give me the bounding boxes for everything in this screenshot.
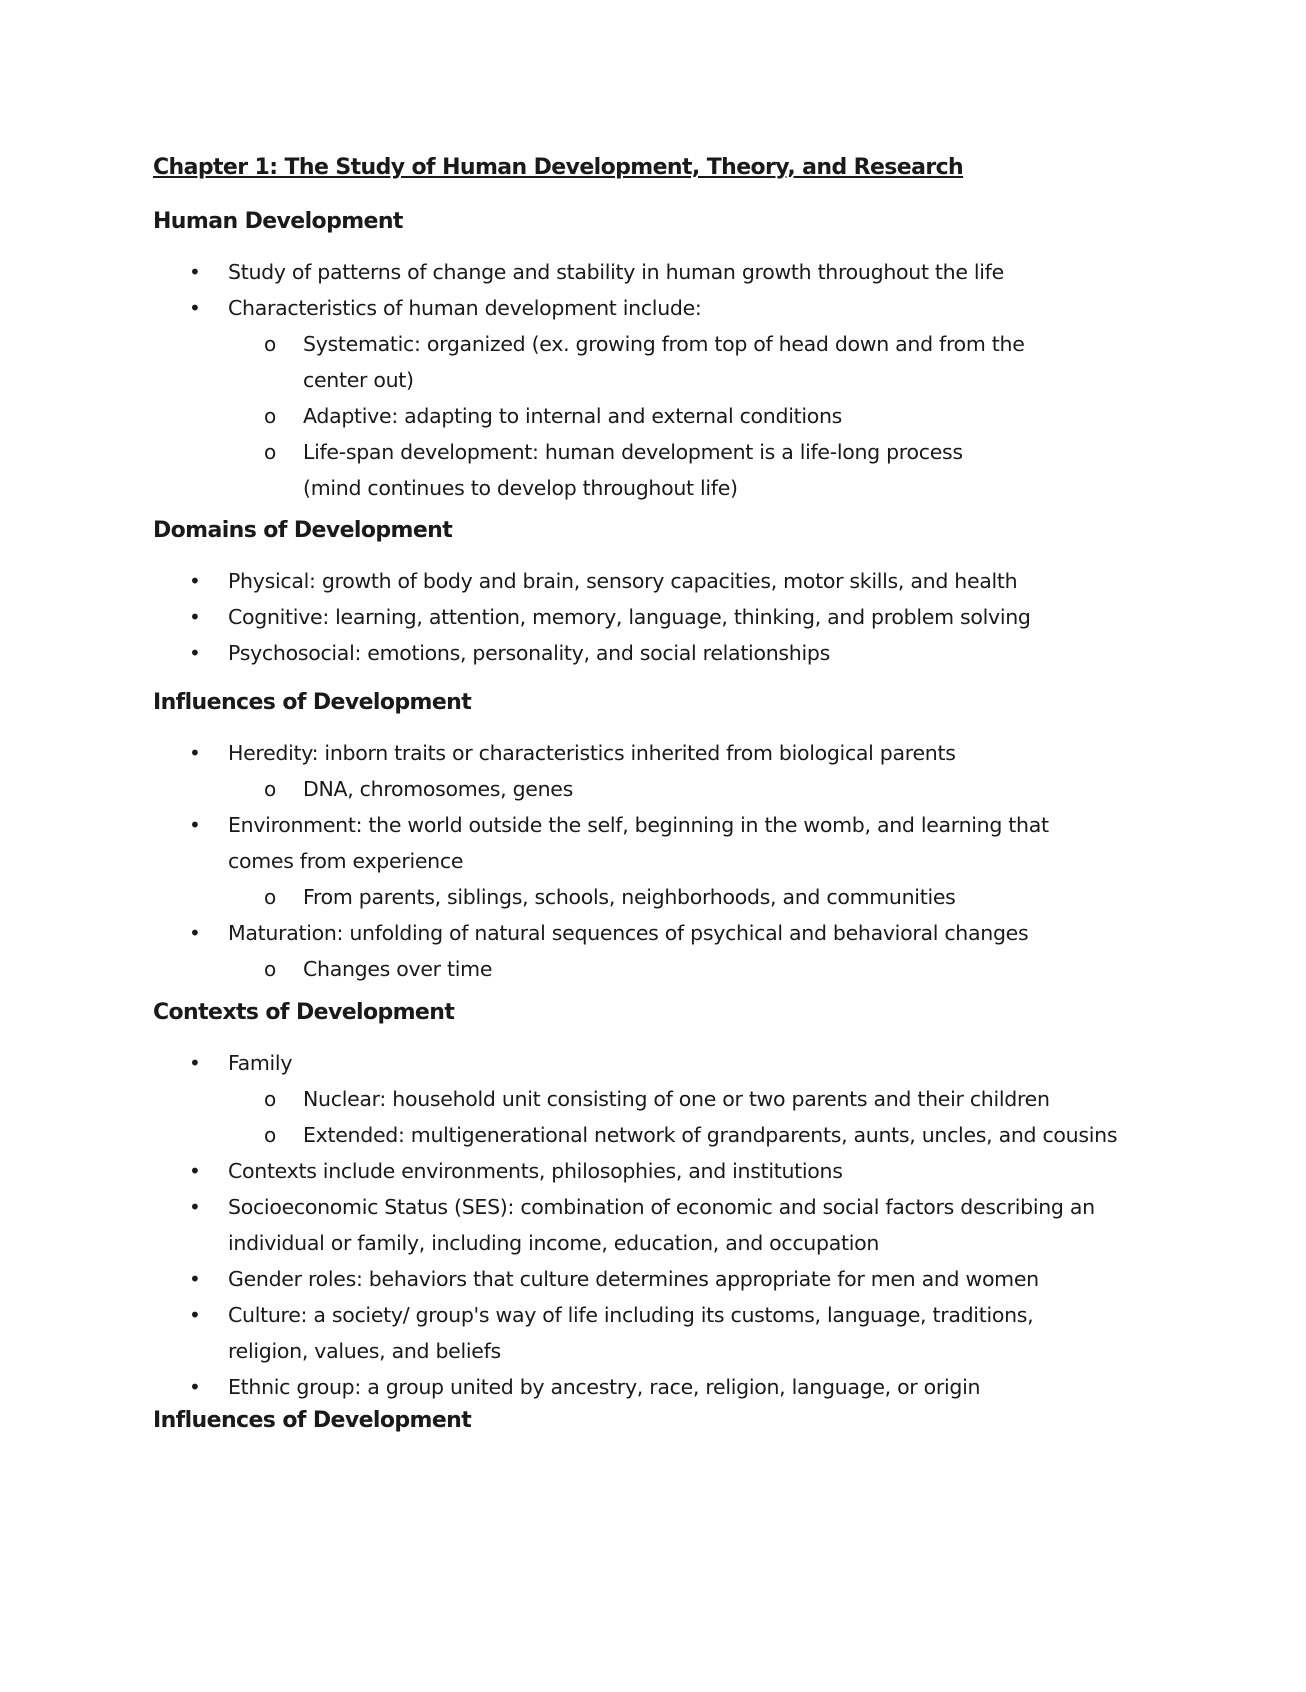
list-item — [153, 1045, 1153, 1153]
bullet-list — [153, 735, 1153, 987]
hollow-bullet-icon: o — [264, 332, 276, 356]
hollow-bullet-icon: o — [264, 957, 276, 981]
sub-item-text: Systematic: organized (ex. growing from top of head down and from the center out) — [303, 332, 1025, 392]
bullet-icon: • — [189, 921, 201, 945]
hollow-bullet-icon: o — [264, 1087, 276, 1111]
bullet-icon: • — [189, 260, 201, 284]
hollow-bullet-icon: o — [264, 1123, 276, 1147]
sub-item-text: Nuclear: household unit consisting of one or two parents and their children — [303, 1087, 1050, 1111]
bullet-icon: • — [189, 813, 201, 837]
sub-list-item — [228, 398, 1153, 434]
section-heading: Human Development — [153, 209, 403, 234]
list-item-text: Study of patterns of change and stability in human growth throughout the life — [228, 260, 1004, 284]
sub-list-item — [228, 434, 1003, 506]
list-item — [153, 1189, 1138, 1261]
hollow-bullet-icon: o — [264, 777, 276, 801]
bullet-icon: • — [189, 1051, 201, 1075]
bullet-icon: • — [189, 1159, 201, 1183]
list-item — [153, 1153, 1153, 1189]
list-item — [153, 599, 1153, 635]
bullet-list — [153, 1045, 1153, 1405]
section-heading: Influences of Development — [153, 1408, 472, 1433]
list-item — [153, 915, 1153, 987]
list-item — [153, 1261, 1153, 1297]
sub-list — [228, 1081, 1153, 1153]
list-item-text: Heredity: inborn traits or characteristics inherited from biological parents — [228, 741, 956, 765]
list-item — [153, 254, 1153, 290]
list-item — [153, 1297, 1108, 1369]
bullet-icon: • — [189, 641, 201, 665]
bullet-icon: • — [189, 296, 201, 320]
list-item — [153, 807, 1108, 915]
list-item-text: Physical: growth of body and brain, sensory capacities, motor skills, and health — [228, 569, 1018, 593]
section-heading: Contexts of Development — [153, 1000, 455, 1025]
list-item — [153, 735, 1153, 807]
list-item — [153, 290, 1153, 506]
section-heading: Domains of Development — [153, 518, 453, 543]
hollow-bullet-icon: o — [264, 404, 276, 428]
bullet-icon: • — [189, 605, 201, 629]
section-contexts-of-development — [153, 999, 1153, 1405]
list-item-text: Culture: a society/ group's way of life including its customs, language, traditions, religion, values, and beliefs — [228, 1303, 1034, 1363]
bullet-icon: • — [189, 569, 201, 593]
list-item — [153, 1369, 1153, 1405]
sub-list — [228, 951, 1153, 987]
sub-list — [228, 771, 1153, 807]
sub-list — [228, 879, 1108, 915]
bullet-list — [153, 254, 1153, 506]
section-influences-of-development-2 — [153, 1407, 1153, 1453]
list-item-text: Environment: the world outside the self, beginning in the womb, and learning that comes from experience — [228, 813, 1049, 873]
list-item-text: Characteristics of human development include: — [228, 296, 702, 320]
section-influences-of-development — [153, 689, 1153, 987]
list-item-text: Socioeconomic Status (SES): combination of economic and social factors describing an individual or family, including income, education, and occupation — [228, 1195, 1095, 1255]
document-title: Chapter 1: The Study of Human Development, Theory, and Research — [153, 155, 964, 180]
sub-item-text: Extended: multigenerational network of grandparents, aunts, uncles, and cousins — [303, 1123, 1118, 1147]
section-heading: Influences of Development — [153, 690, 472, 715]
list-item-text: Cognitive: learning, attention, memory, language, thinking, and problem solving — [228, 605, 1031, 629]
sub-item-text: Changes over time — [303, 957, 493, 981]
sub-list-item — [228, 1117, 1153, 1153]
bullet-icon: • — [189, 1303, 201, 1327]
list-item — [153, 635, 1153, 671]
list-item-text: Psychosocial: emotions, personality, and social relationships — [228, 641, 830, 665]
list-item-text: Contexts include environments, philosophies, and institutions — [228, 1159, 843, 1183]
sub-list-item — [228, 879, 1108, 915]
section-human-development — [153, 208, 1153, 506]
bullet-icon: • — [189, 741, 201, 765]
list-item-text: Family — [228, 1051, 293, 1075]
list-item — [153, 563, 1153, 599]
section-domains-of-development — [153, 517, 1153, 671]
sub-list-item — [228, 771, 1153, 807]
sub-list-item — [228, 326, 1043, 398]
sub-list — [228, 326, 1153, 506]
sub-list-item — [228, 951, 1153, 987]
bullet-icon: • — [189, 1195, 201, 1219]
list-item-text: Maturation: unfolding of natural sequences of psychical and behavioral changes — [228, 921, 1029, 945]
sub-item-text: Life-span development: human development is a life-long process (mind continues to develop throughout life) — [303, 440, 963, 500]
list-item-text: Ethnic group: a group united by ancestry, race, religion, language, or origin — [228, 1375, 981, 1399]
hollow-bullet-icon: o — [264, 440, 276, 464]
sub-item-text: DNA, chromosomes, genes — [303, 777, 574, 801]
hollow-bullet-icon: o — [264, 885, 276, 909]
bullet-icon: • — [189, 1267, 201, 1291]
bullet-icon: • — [189, 1375, 201, 1399]
sub-item-text: From parents, siblings, schools, neighborhoods, and communities — [303, 885, 956, 909]
bullet-list — [153, 563, 1153, 671]
list-item-text: Gender roles: behaviors that culture determines appropriate for men and women — [228, 1267, 1039, 1291]
sub-list-item — [228, 1081, 1153, 1117]
sub-item-text: Adaptive: adapting to internal and external conditions — [303, 404, 843, 428]
